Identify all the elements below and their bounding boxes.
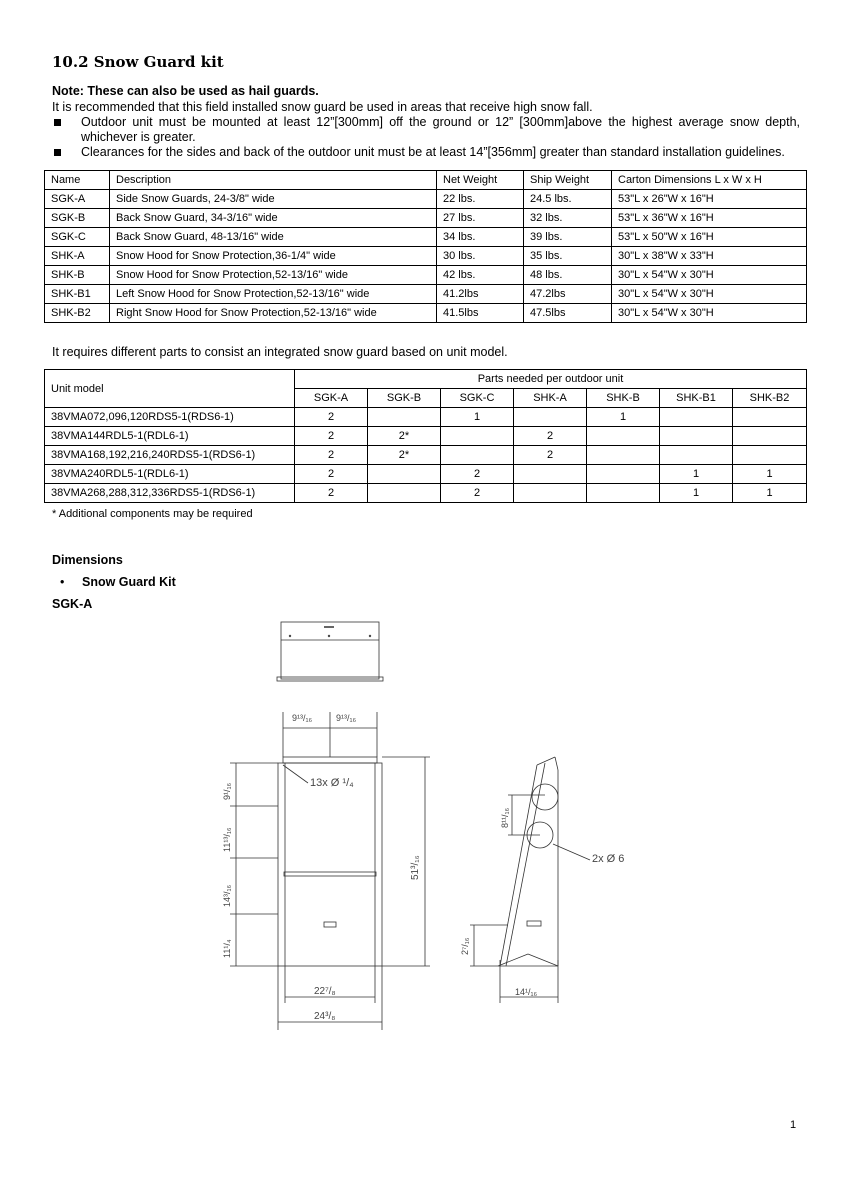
table-cell: 38VMA144RDL5-1(RDL6-1) bbox=[45, 427, 295, 446]
header-cell: SHK-A bbox=[514, 389, 587, 408]
dim-bottom-inner-label: 22⁷/₈ bbox=[314, 986, 336, 997]
parts-intro-text: It requires different parts to consist an integrated snow guard based on unit model. bbox=[52, 345, 508, 359]
table-cell: 41.2lbs bbox=[437, 285, 524, 304]
bullet-text: Clearances for the sides and back of the outdoor unit must be at least 14”[356mm] greater than standard installation guidelines. bbox=[81, 145, 785, 159]
footnote: * Additional components may be required bbox=[52, 508, 253, 520]
dim-left-4-label: 11¹/₄ bbox=[222, 939, 232, 958]
table-cell: 1 bbox=[660, 484, 733, 503]
table-cell: 2 bbox=[295, 446, 368, 465]
table-cell: 1 bbox=[733, 484, 807, 503]
dim-bottom-outer-label: 24³/₈ bbox=[314, 1011, 336, 1022]
table-cell: SGK-B bbox=[45, 209, 110, 228]
page-number: 1 bbox=[790, 1119, 797, 1131]
table-cell: SHK-B bbox=[45, 266, 110, 285]
table-cell: 1 bbox=[441, 408, 514, 427]
side-view bbox=[470, 757, 590, 1003]
table-cell: 30"L x 54"W x 30"H bbox=[612, 266, 807, 285]
table-cell: 41.5lbs bbox=[437, 304, 524, 323]
table-cell: SHK-B1 bbox=[45, 285, 110, 304]
table-cell: 35 lbs. bbox=[524, 247, 612, 266]
table-cell: 39 lbs. bbox=[524, 228, 612, 247]
header-cell: Ship Weight bbox=[524, 171, 612, 190]
table-cell: Back Snow Guard, 34-3/16" wide bbox=[110, 209, 437, 228]
kit-label: Snow Guard Kit bbox=[82, 575, 176, 589]
table-cell: 2 bbox=[295, 408, 368, 427]
table-cell: 2 bbox=[441, 484, 514, 503]
note-text: Note: These can also be used as hail guards. bbox=[52, 84, 319, 98]
table-cell: 22 lbs. bbox=[437, 190, 524, 209]
group-header-cell: Parts needed per outdoor unit bbox=[295, 370, 807, 389]
dim-left-1-label: 9¹/₁₆ bbox=[222, 782, 232, 800]
top-view bbox=[277, 622, 383, 681]
table-cell: 30"L x 54"W x 30"H bbox=[612, 285, 807, 304]
header-cell: Net Weight bbox=[437, 171, 524, 190]
table-cell: 53"L x 50"W x 16"H bbox=[612, 228, 807, 247]
table-cell: 2 bbox=[295, 465, 368, 484]
table-cell: 53"L x 36"W x 16"H bbox=[612, 209, 807, 228]
table-cell: 38VMA168,192,216,240RDS5-1(RDS6-1) bbox=[45, 446, 295, 465]
table-cell: SHK-B2 bbox=[45, 304, 110, 323]
table-cell: 53"L x 26"W x 16"H bbox=[612, 190, 807, 209]
table-cell: SHK-A bbox=[45, 247, 110, 266]
intro-text: It is recommended that this field installed snow guard be used in areas that receive high snow fall. bbox=[52, 100, 593, 114]
table-cell: 32 lbs. bbox=[524, 209, 612, 228]
table-cell: 1 bbox=[660, 465, 733, 484]
table-cell: 38VMA072,096,120RDS5-1(RDS6-1) bbox=[45, 408, 295, 427]
table-cell: Left Snow Hood for Snow Protection,52-13/16" wide bbox=[110, 285, 437, 304]
table-cell: 27 lbs. bbox=[437, 209, 524, 228]
table-cell: 2 bbox=[514, 446, 587, 465]
front-view bbox=[230, 712, 430, 1030]
dimensions-heading: Dimensions bbox=[52, 553, 123, 567]
table-cell: 30"L x 54"W x 30"H bbox=[612, 304, 807, 323]
table-cell: 2 bbox=[514, 427, 587, 446]
dimension-labels bbox=[222, 713, 624, 1022]
table-cell: 2* bbox=[368, 446, 441, 465]
dim-height-label: 51³/₁₆ bbox=[410, 855, 421, 880]
dim-side-low-label: 2⁷/₁₆ bbox=[460, 937, 470, 955]
section-heading: 10.2 Snow Guard kit bbox=[52, 53, 224, 71]
table-cell: 2* bbox=[368, 427, 441, 446]
table-cell: 2 bbox=[295, 427, 368, 446]
table-cell: SGK-A bbox=[45, 190, 110, 209]
table-cell: Right Snow Hood for Snow Protection,52-13/16" wide bbox=[110, 304, 437, 323]
dim-top-right-label: 9¹³/₁₆ bbox=[336, 713, 357, 723]
header-cell: SHK-B2 bbox=[733, 389, 807, 408]
table-cell: Back Snow Guard, 48-13/16" wide bbox=[110, 228, 437, 247]
table-cell: Snow Hood for Snow Protection,52-13/16" wide bbox=[110, 266, 437, 285]
bullet-text: Outdoor unit must be mounted at least 12”[300mm] off the ground or 12” [300mm]above the highest average snow depth, whichever is greater. bbox=[81, 115, 800, 144]
table-cell: 34 lbs. bbox=[437, 228, 524, 247]
table-cell: Side Snow Guards, 24-3/8" wide bbox=[110, 190, 437, 209]
table-cell: 1 bbox=[733, 465, 807, 484]
dim-side-top-label: 8¹¹/₁₆ bbox=[500, 807, 510, 828]
table-cell: 38VMA268,288,312,336RDS5-1(RDS6-1) bbox=[45, 484, 295, 503]
header-cell: Description bbox=[110, 171, 437, 190]
header-cell: Name bbox=[45, 171, 110, 190]
dim-side-bottom-label: 14¹/₁₆ bbox=[515, 987, 538, 997]
dim-left-3-label: 14³/₁₆ bbox=[222, 884, 232, 907]
header-cell: SHK-B bbox=[587, 389, 660, 408]
header-cell: Carton Dimensions L x W x H bbox=[612, 171, 807, 190]
table-cell: 2 bbox=[295, 484, 368, 503]
table-cell: 2 bbox=[441, 465, 514, 484]
bullet-dot-icon: • bbox=[60, 575, 65, 589]
table-cell: 48 lbs. bbox=[524, 266, 612, 285]
holes-label: 13x Ø ¹/₄ bbox=[310, 777, 354, 789]
header-cell: SGK-B bbox=[368, 389, 441, 408]
table-cell: 24.5 lbs. bbox=[524, 190, 612, 209]
table-cell: SGK-C bbox=[45, 228, 110, 247]
dim-top-left-label: 9¹³/₁₆ bbox=[292, 713, 313, 723]
header-cell: SGK-C bbox=[441, 389, 514, 408]
header-cell: Unit model bbox=[45, 370, 295, 408]
sgk-a-label: SGK-A bbox=[52, 597, 93, 611]
side-holes-label: 2x Ø 6 bbox=[592, 853, 625, 865]
table-cell: 30"L x 38"W x 33"H bbox=[612, 247, 807, 266]
table-cell: 1 bbox=[587, 408, 660, 427]
dim-left-2-label: 11¹³/₁₆ bbox=[222, 827, 232, 852]
table-cell: 38VMA240RDL5-1(RDL6-1) bbox=[45, 465, 295, 484]
header-cell: SHK-B1 bbox=[660, 389, 733, 408]
table-cell: 30 lbs. bbox=[437, 247, 524, 266]
header-cell: SGK-A bbox=[295, 389, 368, 408]
table-cell: 47.5lbs bbox=[524, 304, 612, 323]
table-cell: 42 lbs. bbox=[437, 266, 524, 285]
table-cell: Snow Hood for Snow Protection,36-1/4" wide bbox=[110, 247, 437, 266]
table-cell: 47.2lbs bbox=[524, 285, 612, 304]
